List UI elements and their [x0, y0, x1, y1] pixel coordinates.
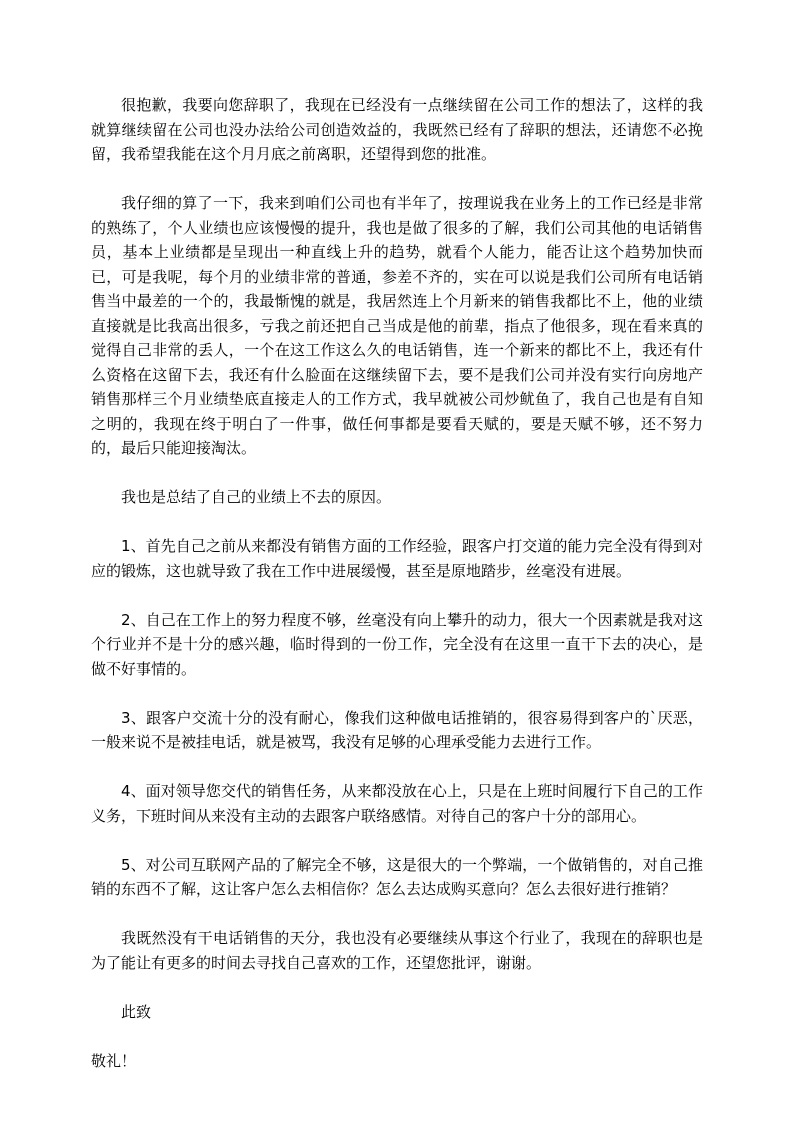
salutation-line: 敬礼！	[91, 1051, 137, 1070]
paragraph-reason-2: 2、自己在工作上的努力程度不够，丝毫没有向上攀升的动力，很大一个因素就是我对这个行业并不是十分的感兴趣，临时得到的一份工作，完全没有在这里一直干下去的决心，是做不好事情的。	[91, 610, 703, 678]
letter-body	[91, 93, 703, 1073]
paragraph-reason-1: 1、首先自己之前从来都没有销售方面的工作经验，跟客户打交道的能力完全没有得到对应的锻炼，这也就导致了我在工作中进展缓慢，甚至是原地踏步，丝毫没有进展。	[91, 537, 703, 580]
paragraph-intro: 很抱歉，我要向您辞职了，我现在已经没有一点继续留在公司工作的想法了，这样的我就算继续留在公司也没办法给公司创造效益的，我既然已经有了辞职的想法，还请您不必挽留，我希望我能在这个月月底之前离职，还望得到您的批准。	[91, 96, 703, 163]
paragraph-reason-4: 4、面对领导您交代的销售任务，从来都没放在心上，只是在上班时间履行下自己的工作义务，下班时间从来没有主动的去跟客户联络感情。对待自己的客户十分的部用心。	[91, 782, 703, 825]
paragraph-reason-3: 3、跟客户交流十分的没有耐心，像我们这种做电话推销的，很容易得到客户的`厌恶，一般来说不是被挂电话，就是被骂，我没有足够的心理承受能力去进行工作。	[91, 708, 703, 751]
paragraph-reason-5: 5、对公司互联网产品的了解完全不够，这是很大的一个弊端，一个做销售的，对自己推销的东西不了解，这让客户怎么去相信你？怎么去达成购买意向？怎么去很好进行推销？	[91, 855, 703, 898]
paragraph-reflection: 我仔细的算了一下，我来到咱们公司也有半年了，按理说我在业务上的工作已经是非常的熟练了，个人业绩也应该慢慢的提升，我也是做了很多的了解，我们公司其他的电话销售员，基本上业绩都是呈现出一种直线上升的趋势，就看个人能力，能否让这个趋势加快而已，可是我呢，每个月的业绩非常的普通，参差不齐的，实在可以说是我们公司所有电话销售当中最差的一个的，我最惭愧的就是，我居然连上个月新来的销售我都比不上，他的业绩直接就是比我高出很多，亏我之前还把自己当成是他的前辈，指点了他很多，现在看来真的觉得自己非常的丢人，一个在这工作这么久的电话销售，连一个新来的都比不上，我还有什么资格在这留下去，我还有什么脸面在这继续留下去，要不是我们公司并没有实行向房地产销售那样三个月业绩垫底直接走人的工作方式，我早就被公司炒鱿鱼了，我自己也是有自知之明的，我现在终于明白了一件事，做任何事都是要看天赋的，要是天赋不够，还不努力的，最后只能迎接淘汰。	[91, 194, 703, 457]
paragraph-reasons-intro: 我也是总结了自己的业绩上不去的原因。	[121, 488, 392, 506]
closing-line: 此致	[121, 1002, 152, 1021]
paragraph-conclusion: 我既然没有干电话销售的天分，我也没有必要继续从事这个行业了，我现在的辞职也是为了能让有更多的时间去寻找自己喜欢的工作，还望您批评，谢谢。	[91, 929, 703, 972]
